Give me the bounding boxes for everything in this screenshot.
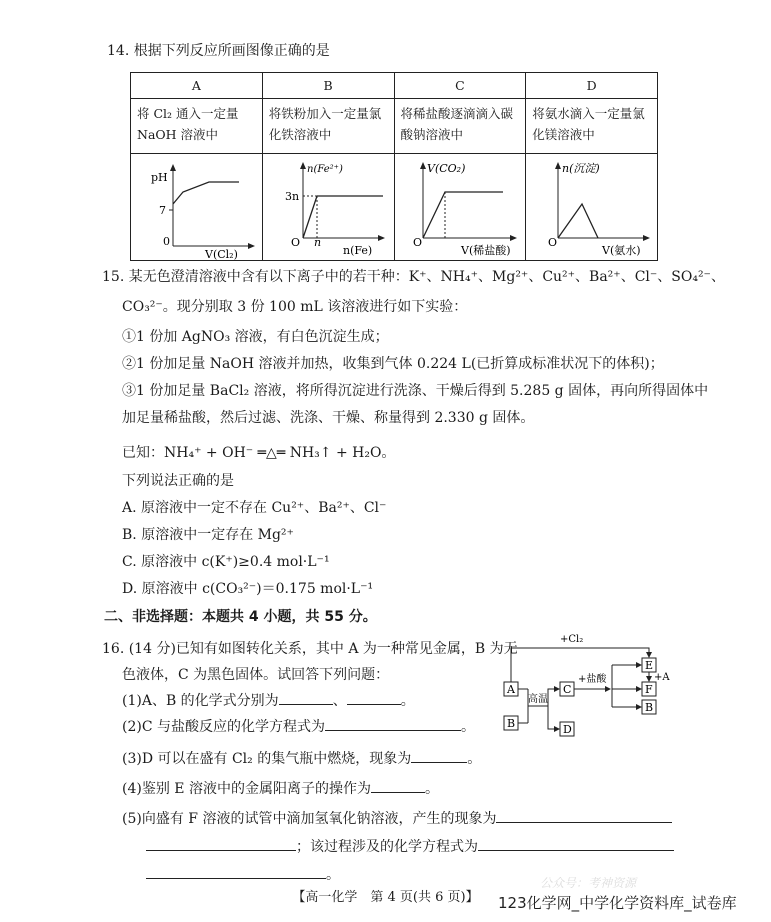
svg-text:D: D [563,723,572,736]
q14-stem: 14. 根据下列反应所画图像正确的是 [107,43,330,59]
q16-transformation-diagram [498,630,678,745]
graph-b-origin: O [290,236,300,249]
svg-text:C: C [563,683,572,696]
q15-exp-3a: ③1 份加足量 BaCl₂ 溶液，将所得沉淀进行洗涤、干燥后得到 5.285 g 固体，再向所得固体中 [122,383,709,399]
graph-c-xlabel: V(稀盐酸) [460,244,511,257]
graph-c [394,154,526,261]
answer-blank-5d[interactable] [146,864,326,879]
option-desc-d: 将氨水滴入一定量氯化镁溶液中 [526,99,658,154]
site-watermark: 123化学网_中学化学资料库_试卷库 [498,894,737,912]
q15-exp-3b: 加足量稀盐酸，然后过滤、洗涤、干燥、称量得到 2.330 g 固体。 [122,410,535,426]
graph-b-ylabel: n(Fe²⁺) [306,164,343,175]
graph-b-tick: 3n [284,190,299,203]
option-header-c: C [394,73,526,99]
q16-part-5-end: 。 [146,864,340,884]
svg-text:B: B [507,717,516,730]
answer-blank-2[interactable] [325,716,461,731]
graph-b-xtick: n [313,236,321,249]
option-header-d: D [526,73,658,99]
q14-options-table [130,72,658,261]
answer-blank-5a[interactable] [496,808,672,823]
graph-b [262,154,394,261]
svg-text:+盐酸: +盐酸 [578,674,607,685]
answer-blank-5c[interactable] [478,836,674,851]
svg-text:A: A [507,683,515,696]
graph-a-ylabel: pH [151,171,168,184]
svg-text:高温: 高温 [528,694,548,705]
q16-part-1: (1)A、B 的化学式分别为 、 。 [122,690,415,710]
option-desc-c: 将稀盐酸逐滴滴入碳酸钠溶液中 [394,99,526,154]
graph-c-origin: O [412,236,422,249]
svg-text:+A: +A [654,672,670,683]
graph-a-xlabel: V(Cl₂) [205,248,238,260]
q16-part-4: (4)鉴别 E 溶液中的金属阳离子的操作为 。 [122,778,439,798]
answer-blank-5b[interactable] [146,836,296,851]
option-header-a: A [131,73,263,99]
q15-ask: 下列说法正确的是 [122,473,234,489]
answer-blank-1a[interactable] [279,690,333,705]
option-desc-a: 将 Cl₂ 通入一定量 NaOH 溶液中 [131,99,263,154]
option-header-b: B [262,73,394,99]
q15-option-b: B. 原溶液中一定存在 Mg²⁺ [122,527,294,543]
answer-blank-3[interactable] [411,748,467,763]
q16-part-2: (2)C 与盐酸反应的化学方程式为 。 [122,716,475,736]
graph-d [526,154,658,261]
graph-d-ylabel: n(沉淀) [562,162,600,175]
q15-option-d: D. 原溶液中 c(CO₃²⁻)＝0.175 mol·L⁻¹ [122,581,374,597]
q16-line-2: 色液体，C 为黑色固体。试回答下列问题： [122,667,390,683]
page-footer: 【高一化学 第 4 页(共 6 页)】 [292,890,479,905]
section-2-heading: 二、非选择题：本题共 4 小题，共 55 分。 [104,609,377,625]
q15-exp-2: ②1 份加足量 NaOH 溶液并加热，收集到气体 0.224 L(已折算成标准状况下的体积)； [122,356,664,372]
q15-line-1: 15. 某无色澄清溶液中含有以下离子中的若干种：K⁺、NH₄⁺、Mg²⁺、Cu²⁺、Ba²⁺、Cl⁻、SO₄²⁻、 [102,269,725,285]
svg-text:E: E [645,659,654,672]
faint-watermark: 公众号：考神资源 [540,876,637,890]
answer-blank-4[interactable] [371,778,425,793]
q16-line-1: 16. (14 分)已知有如图转化关系，其中 A 为一种常见金属，B 为无 [102,641,518,657]
answer-blank-1b[interactable] [347,690,401,705]
q15-option-a: A. 原溶液中一定不存在 Cu²⁺、Ba²⁺、Cl⁻ [122,500,387,516]
svg-text:+Cl₂: +Cl₂ [560,634,584,645]
graph-a-tick: 7 [159,204,166,217]
svg-text:B: B [645,701,654,714]
q15-option-c: C. 原溶液中 c(K⁺)≥0.4 mol·L⁻¹ [122,554,330,570]
graph-d-origin: O [548,236,558,249]
q15-line-2: CO₃²⁻。现分别取 3 份 100 mL 该溶液进行如下实验： [122,299,468,315]
q15-known: 已知：NH₄⁺ + OH⁻ ═△═ NH₃↑ + H₂O。 [122,445,396,461]
q16-part-5: (5)向盛有 F 溶液的试管中滴加氢氧化钠溶液，产生的现象为 [122,808,672,828]
q15-exp-1: ①1 份加 AgNO₃ 溶液，有白色沉淀生成； [122,329,389,345]
graph-c-ylabel: V(CO₂) [426,162,465,175]
graph-b-xlabel: n(Fe) [342,244,372,257]
option-desc-b: 将铁粉加入一定量氯化铁溶液中 [262,99,394,154]
q16-part-5-cont: ；该过程涉及的化学方程式为 [146,836,674,856]
svg-text:F: F [645,683,653,696]
q16-part-3: (3)D 可以在盛有 Cl₂ 的集气瓶中燃烧，现象为 。 [122,748,481,768]
graph-d-xlabel: V(氨水) [602,244,641,257]
graph-a [131,154,263,261]
graph-a-origin: 0 [163,235,170,248]
